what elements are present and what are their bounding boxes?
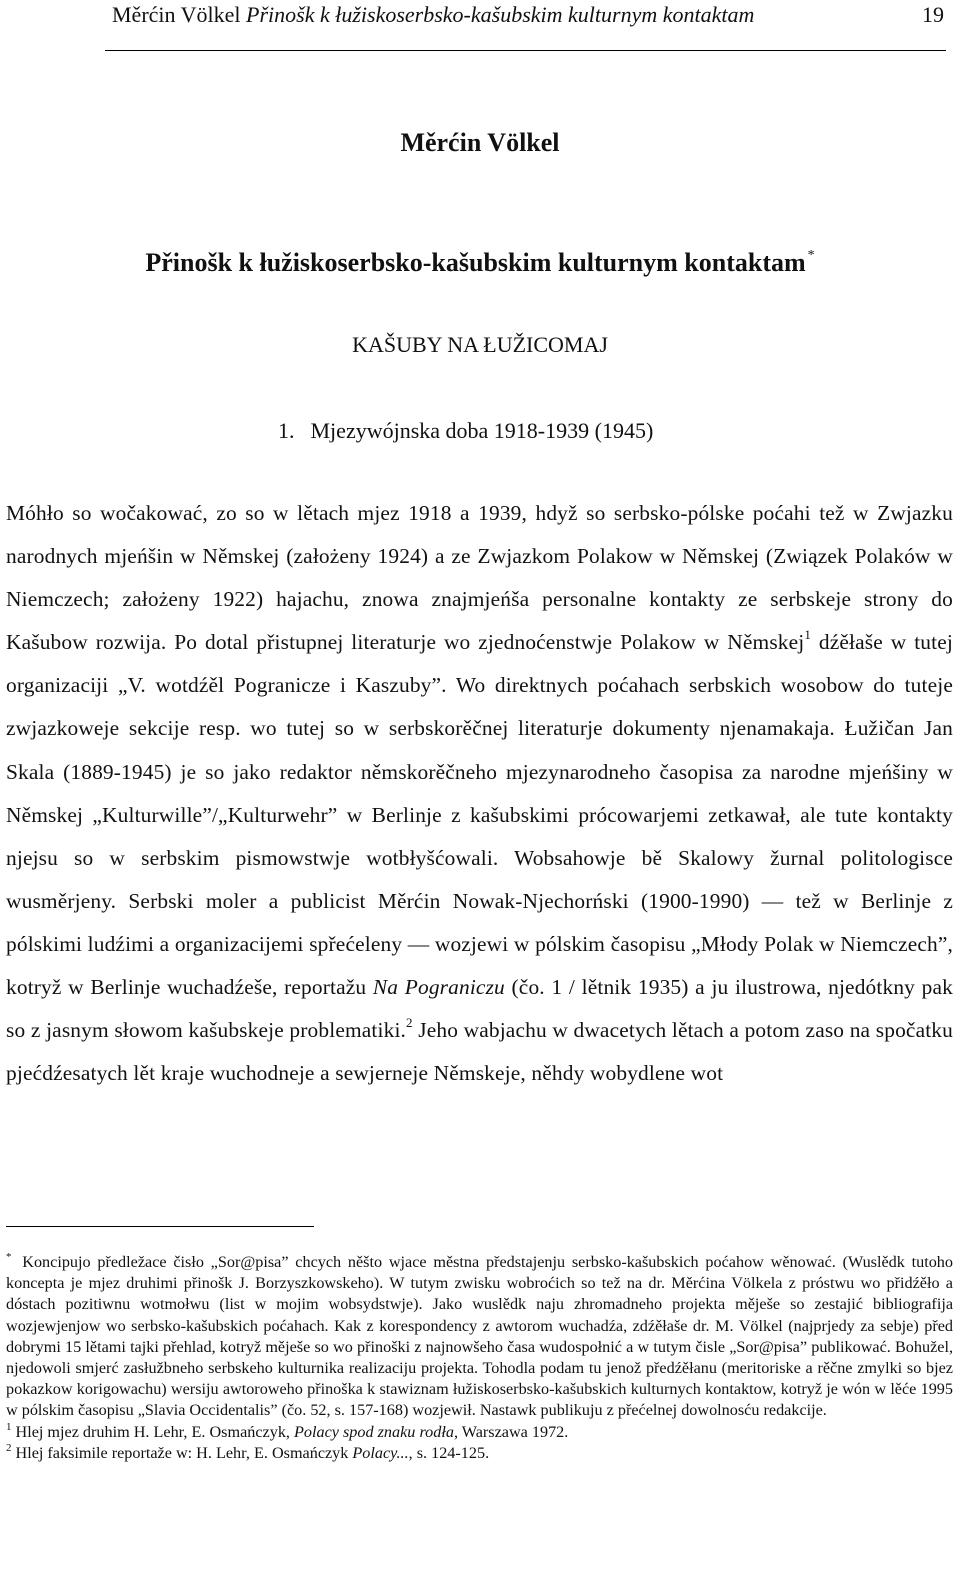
body-part-3: (čo. 1 / lětnik 1935) a ju ilustrowa, njedótkny pak so z jasnym słowom kašubskeje problematiki. <box>6 975 953 1043</box>
footnote-star <box>6 1252 953 1422</box>
body-part-1: Móhło so wočakować, zo so w lětach mjez 1918 a 1939, hdyž so serbsko-pólske poćahi tež w Zwjazku narodnych mjeńšin w Němskej (założeny 1924) a ze Zwjazkom Polakow w Němskej (Związek Polaków w Niemczech; założeny 1922) hajachu, znowa znajmjeńša personalne kontakty ze serbskeje strony do Kašubow rozwija. Po dotal přistupnej literaturje wo zjednoćenstwje Polakow w Němskej <box>6 501 953 655</box>
footnote-1-pre: Hlej mjez druhim H. Lehr, E. Osmańczyk, <box>15 1422 295 1441</box>
running-author: Měrćin Völkel <box>112 2 241 27</box>
running-head <box>112 2 754 28</box>
footnote-2-pre: Hlej faksimile reportaže w: H. Lehr, E. Osmańczyk <box>15 1443 353 1462</box>
running-header <box>0 0 960 52</box>
article-title-text: Přinošk k łužiskoserbsko-kašubskim kulturnym kontaktam <box>145 248 806 277</box>
subsection-heading <box>278 418 653 444</box>
body-part-2: dźěłaše w tutej organizaciji „V. wotdźěl Pogranicze i Kaszuby”. Wo direktnych poćahach serbskich wosobow do tuteje zwjazkoweje sekcije resp. wo tutej so w serbskorěčnej literaturje dokumenty njenamakaja. Łužičan Jan Skala (1889-1945) je so jako redaktor němskorěčneho mjezynarodneho časopisa za narodne mjeńšiny w Němskej „Kulturwille”/„Kulturwehr” w Berlinje z kašubskimi prócowarjemi zetkawał, ale tute kontakty njejsu so w serbskim pismowstwje wotbłyšćowali. Wobsahowje bě Skalowy žurnal politologisce wusměrjeny. Serbski moler a publicist Měrćin Nowak-Njechorński (1900-1990) — tež w Berlinje z pólskimi ludźimi a organizacijemi spřećeleny — wozjewi w pólskim časopisu „Młody Polak w Niemczech”, kotryž w Berlinje wuchadźeše, reportažu <box>6 630 953 1000</box>
footnote-ref-1[interactable]: 1 <box>804 627 812 643</box>
section-heading: KAŠUBY NA ŁUŽICOMAJ <box>352 332 608 357</box>
footnote-1-number: 1 <box>6 1420 12 1433</box>
body-italic-title: Na Pograniczu <box>372 975 505 1000</box>
footnote-2-italic: Polacy... <box>352 1443 409 1462</box>
article-title <box>0 248 960 278</box>
body-part-4: Jeho wabjachu w dwacetych lětach a potom zaso na spočatku pjećdźesatych lět kraje wuchodneje a sewjerneje Němskeje, něhdy wobydlene wot <box>6 1018 953 1086</box>
footnote-2 <box>6 1443 953 1464</box>
footnotes <box>6 1252 953 1464</box>
subsection-title: Mjezywójnska doba 1918-1939 (1945) <box>310 418 654 443</box>
subsection-number: 1. <box>278 418 295 443</box>
footnote-2-post: , s. 124-125. <box>408 1443 490 1462</box>
footnote-ref-2[interactable]: 2 <box>406 1015 413 1031</box>
footnote-1-italic: Polacy spod znaku rodła <box>294 1422 454 1441</box>
footnote-2-number: 2 <box>6 1441 12 1454</box>
header-rule <box>105 50 946 51</box>
running-title: Přinošk k łužiskoserbsko-kašubskim kulturnym kontaktam <box>246 2 755 27</box>
footnote-separator <box>6 1226 314 1227</box>
footnote-1-post: , Warszawa 1972. <box>453 1422 569 1441</box>
footnote-1 <box>6 1422 953 1443</box>
footnote-star-marker: * <box>6 1251 12 1263</box>
article-author: Měrćin Völkel <box>400 128 560 157</box>
page-number: 19 <box>922 2 944 27</box>
body-text <box>6 492 953 1095</box>
footnote-star-text: Koncipujo předležace čisło „Sor@pisa” chcych něšto wjace městna předstajenju serbsko-kašubskich poćahow wěnować. (Wuslědk tutoho koncepta je mjez druhimi přinošk J. Borzyszkowskeho). W tutym zwisku wobroćich so tež na dr. Měrćina Völkela z próstwu wo přidźěło a dóstach pozitiwnu wotmołwu (list w mojim wobsydstwje). Jako wuslědk naju zhromadneho projekta měješe so zestajić bibliografija wozjewjenjow wo serbsko-kašubskich poćahach. Kak z korespondency z awtorom wuchadźa, zdźěłaše dr. M. Völkel (najprjedy za sebje) před dobrymi 15 lětami tajki přehlad, kotryž měješe so wo přinoški z najnowšeho časa wudospołnić a w tutym čisle „Sor@pisa” publikować. Bohužel, njedowoli smjerć zasłužbneho serbskeho kulturnika realizaciju projekta. Tohodla podam tu jenož předźěłanu (meritoriske a rěčne zmylki so bjez pokazkow korigowachu) wersiju awtoroweho přinoška k stawiznam łužiskoserbsko-kašubskich kulturnych kontaktow, kotryž je wón w lěće 1995 w pólskim časopisu „Slavia Occidentalis” (čo. 52, s. 157-168) wozjewił. Nastawk publikuju z přećelnej dowolnosću redakcije. <box>6 1253 953 1420</box>
title-footnote-marker[interactable]: * <box>807 248 815 263</box>
